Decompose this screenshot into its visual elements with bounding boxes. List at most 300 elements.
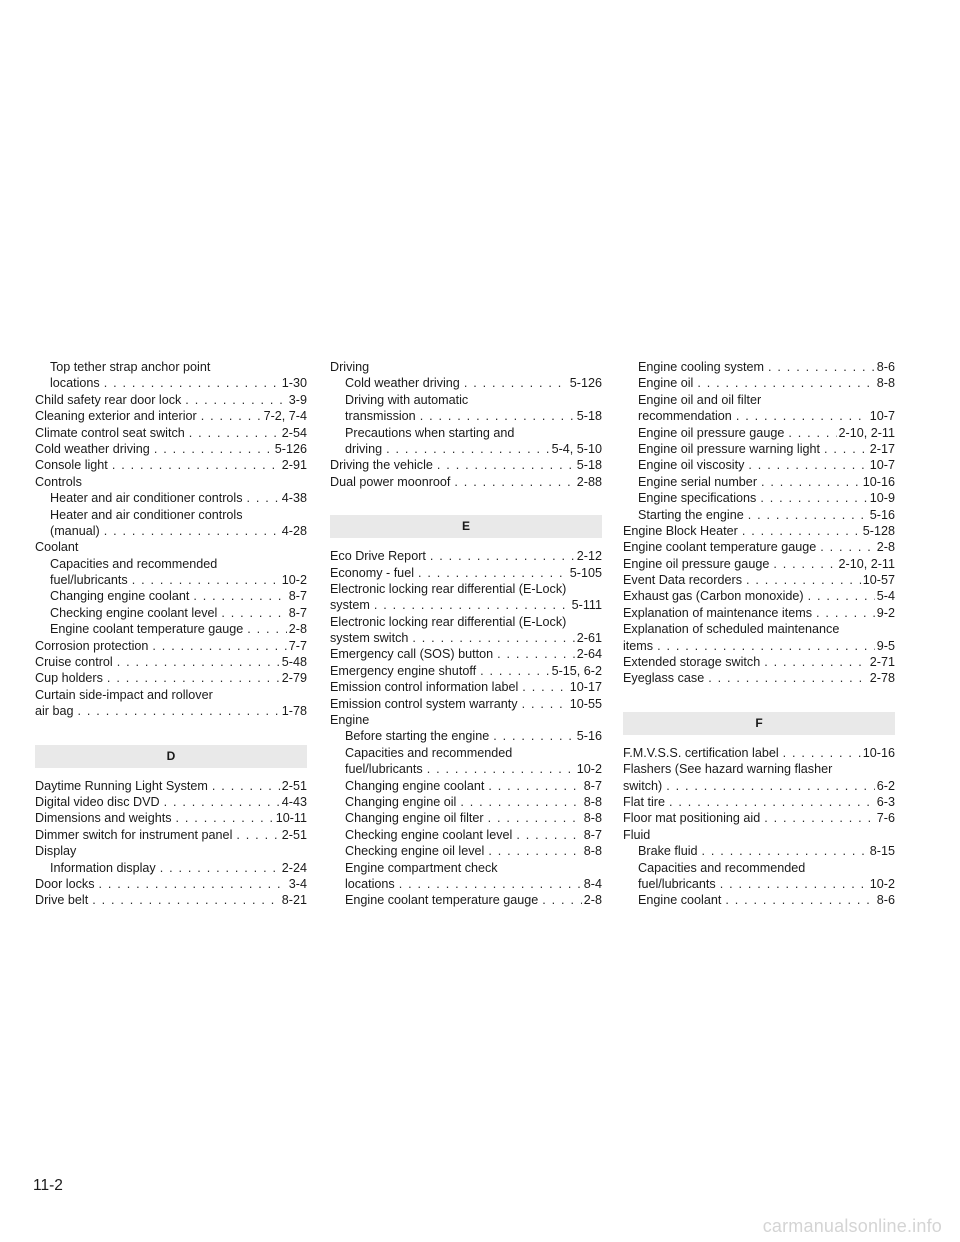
entry-text: Controls bbox=[35, 474, 82, 489]
page-reference: 8-8 bbox=[876, 376, 895, 391]
index-entry bbox=[330, 646, 602, 662]
page-reference: 8-7 bbox=[583, 778, 602, 793]
page-reference: 7-7 bbox=[288, 638, 307, 653]
page-reference: 10-55 bbox=[569, 696, 602, 711]
entry-text: Flashers (See hazard warning flasher bbox=[623, 762, 833, 777]
index-subentry bbox=[35, 572, 307, 588]
page-reference: 5-4, 5-10 bbox=[551, 441, 602, 456]
index-subentry bbox=[623, 507, 895, 523]
dot-leader bbox=[757, 474, 861, 490]
page-reference: 2-10, 2-11 bbox=[838, 556, 895, 571]
page-reference: 5-4 bbox=[876, 589, 895, 604]
entry-text: Engine coolant temperature gauge bbox=[345, 893, 539, 908]
index-entry bbox=[35, 441, 307, 457]
watermark: carmanualsonline.info bbox=[762, 1216, 942, 1236]
page-reference: 8-8 bbox=[583, 844, 602, 859]
index-entry bbox=[35, 392, 307, 408]
dot-leader bbox=[232, 827, 279, 843]
index-subentry bbox=[330, 761, 602, 777]
page-reference: 10-2 bbox=[869, 876, 895, 891]
index-subentry bbox=[35, 605, 307, 621]
entry-text: Corrosion protection bbox=[35, 638, 149, 653]
dot-leader bbox=[460, 375, 568, 391]
index-entry bbox=[35, 539, 307, 555]
page-reference: 2-91 bbox=[281, 458, 307, 473]
entry-text: Extended storage switch bbox=[623, 655, 761, 670]
entry-text: Digital video disc DVD bbox=[35, 794, 160, 809]
page-reference: 4-28 bbox=[281, 523, 307, 538]
entry-text: Driving with automatic bbox=[345, 392, 469, 407]
dot-leader bbox=[484, 810, 582, 826]
entry-text: Emergency engine shutoff bbox=[330, 663, 477, 678]
entry-text: Drive belt bbox=[35, 893, 89, 908]
dot-leader bbox=[476, 663, 550, 679]
entry-text: Economy - fuel bbox=[330, 565, 414, 580]
page-reference: 2-78 bbox=[869, 671, 895, 686]
page-reference: 10-2 bbox=[281, 573, 307, 588]
index-subentry bbox=[35, 556, 307, 572]
page-reference: 8-21 bbox=[281, 893, 307, 908]
dot-leader bbox=[518, 679, 567, 695]
dot-leader bbox=[665, 794, 875, 810]
dot-leader bbox=[744, 457, 867, 473]
dot-leader bbox=[698, 843, 868, 859]
page-reference: 10-7 bbox=[869, 409, 895, 424]
entry-text: Changing engine oil bbox=[345, 794, 457, 809]
dot-leader bbox=[150, 441, 273, 457]
page-reference: 2-71 bbox=[869, 655, 895, 670]
index-entry bbox=[623, 588, 895, 604]
page-reference: 2-79 bbox=[281, 671, 307, 686]
index-subentry bbox=[35, 490, 307, 506]
entry-text: system bbox=[330, 598, 370, 613]
entry-text: Exhaust gas (Carbon monoxide) bbox=[623, 589, 804, 604]
index-subentry bbox=[623, 392, 895, 408]
page-reference: 8-6 bbox=[876, 360, 895, 374]
dot-leader bbox=[760, 810, 875, 826]
index-entry bbox=[330, 457, 602, 473]
index-entry bbox=[35, 654, 307, 670]
entry-text: Dimmer switch for instrument panel bbox=[35, 827, 233, 842]
page-reference: 2-61 bbox=[576, 631, 602, 646]
entry-text: Engine oil pressure warning light bbox=[638, 441, 821, 456]
entry-text: Engine oil bbox=[638, 376, 694, 391]
page-reference: 7-2, 7-4 bbox=[263, 409, 307, 424]
dot-leader bbox=[208, 778, 280, 794]
index-entry bbox=[35, 457, 307, 473]
index-subentry bbox=[330, 778, 602, 794]
entry-text: Engine bbox=[330, 713, 370, 728]
index-entry bbox=[623, 810, 895, 826]
page-reference: 7-6 bbox=[876, 811, 895, 826]
page-reference: 2-51 bbox=[281, 778, 307, 793]
dot-leader bbox=[370, 597, 570, 613]
entry-text: Electronic locking rear differential (E-Lock) bbox=[330, 614, 567, 629]
dot-leader bbox=[197, 408, 262, 424]
page-reference: 2-51 bbox=[281, 827, 307, 842]
index-column-3 bbox=[623, 359, 895, 909]
index-subentry bbox=[330, 892, 602, 908]
entry-text: Changing engine oil filter bbox=[345, 811, 484, 826]
page-reference: 2-64 bbox=[576, 647, 602, 662]
dot-leader bbox=[812, 605, 875, 621]
page-reference: 10-16 bbox=[862, 745, 895, 760]
index-entry bbox=[35, 892, 307, 908]
entry-text: Driving the vehicle bbox=[330, 458, 433, 473]
index-entry bbox=[623, 794, 895, 810]
index-entry bbox=[623, 556, 895, 572]
index-entry bbox=[35, 794, 307, 810]
dot-leader bbox=[512, 827, 581, 843]
page-reference: 8-8 bbox=[583, 794, 602, 809]
entry-text: recommendation bbox=[638, 409, 732, 424]
index-entry bbox=[623, 572, 895, 588]
page-reference: 4-38 bbox=[281, 491, 307, 506]
entry-text: Checking engine coolant level bbox=[345, 827, 513, 842]
entry-text: Dual power moonroof bbox=[330, 474, 451, 489]
dot-leader bbox=[489, 728, 575, 744]
index-subentry bbox=[330, 860, 602, 876]
dot-leader bbox=[243, 490, 280, 506]
dot-leader bbox=[128, 572, 280, 588]
entry-text: (manual) bbox=[50, 523, 100, 538]
index-subentry bbox=[623, 843, 895, 859]
dot-leader bbox=[742, 572, 861, 588]
entry-text: Engine oil and oil filter bbox=[638, 392, 762, 407]
entry-text: Cup holders bbox=[35, 671, 103, 686]
page-reference: 2-8 bbox=[583, 893, 602, 908]
entry-text: Flat tire bbox=[623, 794, 665, 809]
index-entry bbox=[623, 761, 895, 777]
page-reference: 5-18 bbox=[576, 409, 602, 424]
page-reference: 5-128 bbox=[862, 523, 895, 538]
dot-leader bbox=[784, 425, 836, 441]
page-reference: 8-15 bbox=[869, 844, 895, 859]
index-entry bbox=[330, 581, 602, 597]
entry-text: Capacities and recommended bbox=[345, 745, 513, 760]
index-subentry bbox=[330, 876, 602, 892]
page-reference: 2-24 bbox=[281, 860, 307, 875]
dot-leader bbox=[103, 670, 280, 686]
index-subentry bbox=[623, 408, 895, 424]
page-reference: 10-57 bbox=[862, 573, 895, 588]
page-reference: 5-18 bbox=[576, 458, 602, 473]
page-reference: 2-54 bbox=[281, 425, 307, 440]
index-subentry bbox=[623, 892, 895, 908]
index-subentry bbox=[35, 523, 307, 539]
index-entry bbox=[623, 605, 895, 621]
page-reference: 2-88 bbox=[576, 474, 602, 489]
entry-text: Floor mat positioning aid bbox=[623, 811, 761, 826]
entry-text: Checking engine oil level bbox=[345, 844, 485, 859]
entry-text: Starting the engine bbox=[638, 507, 744, 522]
dot-leader bbox=[653, 638, 875, 654]
index-entry bbox=[35, 810, 307, 826]
entry-text: Engine Block Heater bbox=[623, 523, 738, 538]
page-reference: 8-8 bbox=[583, 811, 602, 826]
page-reference: 5-16 bbox=[576, 729, 602, 744]
dot-leader bbox=[95, 876, 287, 892]
entry-text: Daytime Running Light System bbox=[35, 778, 208, 793]
entry-text: locations bbox=[50, 376, 100, 391]
entry-text: Top tether strap anchor point bbox=[50, 360, 211, 374]
entry-text: Brake fluid bbox=[638, 844, 698, 859]
entry-text: transmission bbox=[345, 409, 416, 424]
page-reference: 2-8 bbox=[876, 540, 895, 555]
index-subentry bbox=[330, 794, 602, 810]
index-subentry bbox=[623, 457, 895, 473]
page-reference: 8-4 bbox=[583, 876, 602, 891]
page-reference: 1-30 bbox=[281, 376, 307, 391]
entry-text: Coolant bbox=[35, 540, 79, 555]
entry-text: Engine cooling system bbox=[638, 360, 765, 374]
entry-text: Child safety rear door lock bbox=[35, 392, 182, 407]
entry-text: switch) bbox=[623, 778, 663, 793]
index-entry bbox=[35, 425, 307, 441]
entry-text: Fluid bbox=[623, 827, 651, 842]
dot-leader bbox=[88, 892, 280, 908]
dot-leader bbox=[450, 474, 574, 490]
dot-leader bbox=[484, 778, 581, 794]
index-subentry bbox=[623, 876, 895, 892]
entry-text: Engine coolant temperature gauge bbox=[623, 540, 817, 555]
index-column-1 bbox=[35, 359, 307, 909]
entry-text: Changing engine coolant bbox=[50, 589, 190, 604]
entry-text: Information display bbox=[50, 860, 156, 875]
entry-text: fuel/lubricants bbox=[50, 573, 128, 588]
dot-leader bbox=[426, 548, 575, 564]
dot-leader bbox=[769, 556, 836, 572]
dot-leader bbox=[484, 843, 581, 859]
index-entry bbox=[330, 597, 602, 613]
entry-text: fuel/lubricants bbox=[345, 762, 423, 777]
index-subentry bbox=[330, 425, 602, 441]
entry-text: Cold weather driving bbox=[345, 376, 460, 391]
index-subentry bbox=[330, 408, 602, 424]
entry-text: Engine compartment check bbox=[345, 860, 498, 875]
page-reference: 6-2 bbox=[876, 778, 895, 793]
page-reference: 10-16 bbox=[862, 474, 895, 489]
index-subentry bbox=[330, 375, 602, 391]
index-entry bbox=[623, 827, 895, 843]
dot-leader bbox=[433, 457, 575, 473]
page-reference: 5-48 bbox=[281, 655, 307, 670]
entry-text: Eyeglass case bbox=[623, 671, 705, 686]
index-entry bbox=[623, 621, 895, 637]
entry-text: driving bbox=[345, 441, 383, 456]
index-subentry bbox=[623, 490, 895, 506]
entry-text: Engine serial number bbox=[638, 474, 758, 489]
page-number: 11-2 bbox=[33, 1177, 63, 1194]
dot-leader bbox=[160, 794, 280, 810]
entry-text: Engine oil pressure gauge bbox=[638, 425, 785, 440]
entry-text: Engine coolant temperature gauge bbox=[50, 622, 244, 637]
index-entry bbox=[330, 696, 602, 712]
index-entry bbox=[35, 827, 307, 843]
entry-text: Engine oil viscosity bbox=[638, 458, 745, 473]
index-subentry bbox=[330, 392, 602, 408]
dot-leader bbox=[779, 745, 861, 761]
index-entry bbox=[330, 630, 602, 646]
dot-leader bbox=[538, 892, 582, 908]
index-subentry bbox=[35, 860, 307, 876]
index-subentry bbox=[35, 507, 307, 523]
dot-leader bbox=[693, 375, 874, 391]
index-entry bbox=[623, 523, 895, 539]
dot-leader bbox=[113, 654, 280, 670]
entry-text: system switch bbox=[330, 631, 409, 646]
page-reference: 5-15, 6-2 bbox=[551, 663, 602, 678]
entry-text: Cold weather driving bbox=[35, 441, 150, 456]
dot-leader bbox=[414, 565, 568, 581]
dot-leader bbox=[382, 441, 549, 457]
index-entry bbox=[623, 778, 895, 794]
dot-leader bbox=[493, 646, 575, 662]
index-subentry bbox=[623, 474, 895, 490]
dot-leader bbox=[156, 860, 280, 876]
index-subentry bbox=[623, 441, 895, 457]
entry-text: Checking engine coolant level bbox=[50, 605, 218, 620]
page-reference: 8-7 bbox=[583, 827, 602, 842]
page-reference: 10-17 bbox=[569, 680, 602, 695]
entry-text: Engine coolant bbox=[638, 893, 722, 908]
index-subentry bbox=[330, 810, 602, 826]
section-letter-header: D bbox=[35, 745, 307, 768]
entry-text: Emergency call (SOS) button bbox=[330, 647, 494, 662]
page-reference: 2-12 bbox=[576, 549, 602, 564]
page-reference: 5-111 bbox=[571, 598, 602, 613]
page-reference: 8-7 bbox=[288, 605, 307, 620]
index-entry bbox=[330, 359, 602, 375]
dot-leader bbox=[662, 778, 875, 794]
index-entry bbox=[330, 565, 602, 581]
dot-leader bbox=[518, 696, 568, 712]
page-reference: 10-7 bbox=[869, 458, 895, 473]
index-entry bbox=[330, 679, 602, 695]
entry-text: Cleaning exterior and interior bbox=[35, 409, 197, 424]
dot-leader bbox=[108, 457, 280, 473]
dot-leader bbox=[416, 408, 575, 424]
index-subentry bbox=[330, 843, 602, 859]
entry-text: fuel/lubricants bbox=[638, 876, 716, 891]
entry-text: Changing engine coolant bbox=[345, 778, 485, 793]
page-reference: 6-3 bbox=[876, 794, 895, 809]
entry-text: Door locks bbox=[35, 876, 95, 891]
entry-text: locations bbox=[345, 876, 395, 891]
entry-text: Explanation of maintenance items bbox=[623, 605, 813, 620]
entry-text: Emission control system warranty bbox=[330, 696, 518, 711]
page-reference: 3-9 bbox=[288, 392, 307, 407]
page-reference: 10-9 bbox=[869, 491, 895, 506]
entry-text: F.M.V.S.S. certification label bbox=[623, 745, 779, 760]
page-reference: 10-2 bbox=[576, 762, 602, 777]
entry-text: Emission control information label bbox=[330, 680, 519, 695]
entry-text: items bbox=[623, 638, 654, 653]
index-entry bbox=[35, 703, 307, 719]
index-entry bbox=[35, 408, 307, 424]
index-subentry bbox=[330, 745, 602, 761]
entry-text: Driving bbox=[330, 360, 370, 374]
dot-leader bbox=[804, 588, 875, 604]
index-entry bbox=[35, 474, 307, 490]
dot-leader bbox=[764, 359, 875, 375]
index-subentry bbox=[35, 621, 307, 637]
entry-text: air bag bbox=[35, 704, 74, 719]
page-reference: 8-7 bbox=[288, 589, 307, 604]
entry-text: Console light bbox=[35, 458, 108, 473]
dot-leader bbox=[100, 375, 280, 391]
index-entry bbox=[35, 687, 307, 703]
index-subentry bbox=[330, 827, 602, 843]
page-reference: 5-126 bbox=[274, 441, 307, 456]
page-reference: 9-2 bbox=[876, 605, 895, 620]
entry-text: Eco Drive Report bbox=[330, 549, 426, 564]
index-entry bbox=[35, 843, 307, 859]
entry-text: Engine specifications bbox=[638, 491, 757, 506]
entry-text: Event Data recorders bbox=[623, 573, 742, 588]
entry-text: Dimensions and weights bbox=[35, 811, 172, 826]
index-column-2 bbox=[330, 359, 602, 909]
dot-leader bbox=[100, 523, 280, 539]
index-entry bbox=[330, 663, 602, 679]
index-entry bbox=[623, 638, 895, 654]
entry-text: Precautions when starting and bbox=[345, 425, 515, 440]
section-letter-header: E bbox=[330, 515, 602, 538]
dot-leader bbox=[732, 408, 868, 424]
index-subentry bbox=[623, 375, 895, 391]
index-subentry bbox=[35, 359, 307, 375]
page-reference: 1-78 bbox=[281, 704, 307, 719]
dot-leader bbox=[395, 876, 582, 892]
entry-text: Capacities and recommended bbox=[638, 860, 806, 875]
page-reference: 5-16 bbox=[869, 507, 895, 522]
dot-leader bbox=[189, 588, 286, 604]
dot-leader bbox=[148, 638, 286, 654]
index-subentry bbox=[623, 860, 895, 876]
index-subentry bbox=[623, 359, 895, 375]
dot-leader bbox=[760, 654, 868, 670]
entry-text: Climate control seat switch bbox=[35, 425, 185, 440]
index-entry bbox=[623, 745, 895, 761]
entry-text: Heater and air conditioner controls bbox=[50, 507, 243, 522]
entry-text: Cruise control bbox=[35, 655, 113, 670]
index-entry bbox=[330, 548, 602, 564]
dot-leader bbox=[721, 892, 874, 908]
page-reference: 3-4 bbox=[288, 876, 307, 891]
page-reference: 5-126 bbox=[569, 376, 602, 391]
page-reference: 2-10, 2-11 bbox=[838, 425, 895, 440]
page-reference: 4-43 bbox=[281, 794, 307, 809]
page-reference: 2-17 bbox=[869, 441, 895, 456]
index-entry bbox=[35, 876, 307, 892]
page-reference: 2-8 bbox=[288, 622, 307, 637]
dot-leader bbox=[408, 630, 574, 646]
page-reference: 5-105 bbox=[569, 565, 602, 580]
page-reference: 9-5 bbox=[876, 638, 895, 653]
index-entry bbox=[623, 654, 895, 670]
entry-text: Before starting the engine bbox=[345, 729, 490, 744]
page-reference: 10-11 bbox=[275, 811, 307, 826]
index-subentry bbox=[330, 728, 602, 744]
index-entry bbox=[330, 712, 602, 728]
dot-leader bbox=[744, 507, 868, 523]
dot-leader bbox=[172, 810, 274, 826]
index-entry bbox=[623, 539, 895, 555]
entry-text: Engine oil pressure gauge bbox=[623, 556, 770, 571]
dot-leader bbox=[816, 539, 875, 555]
dot-leader bbox=[716, 876, 868, 892]
entry-text: Curtain side-impact and rollover bbox=[35, 687, 213, 702]
